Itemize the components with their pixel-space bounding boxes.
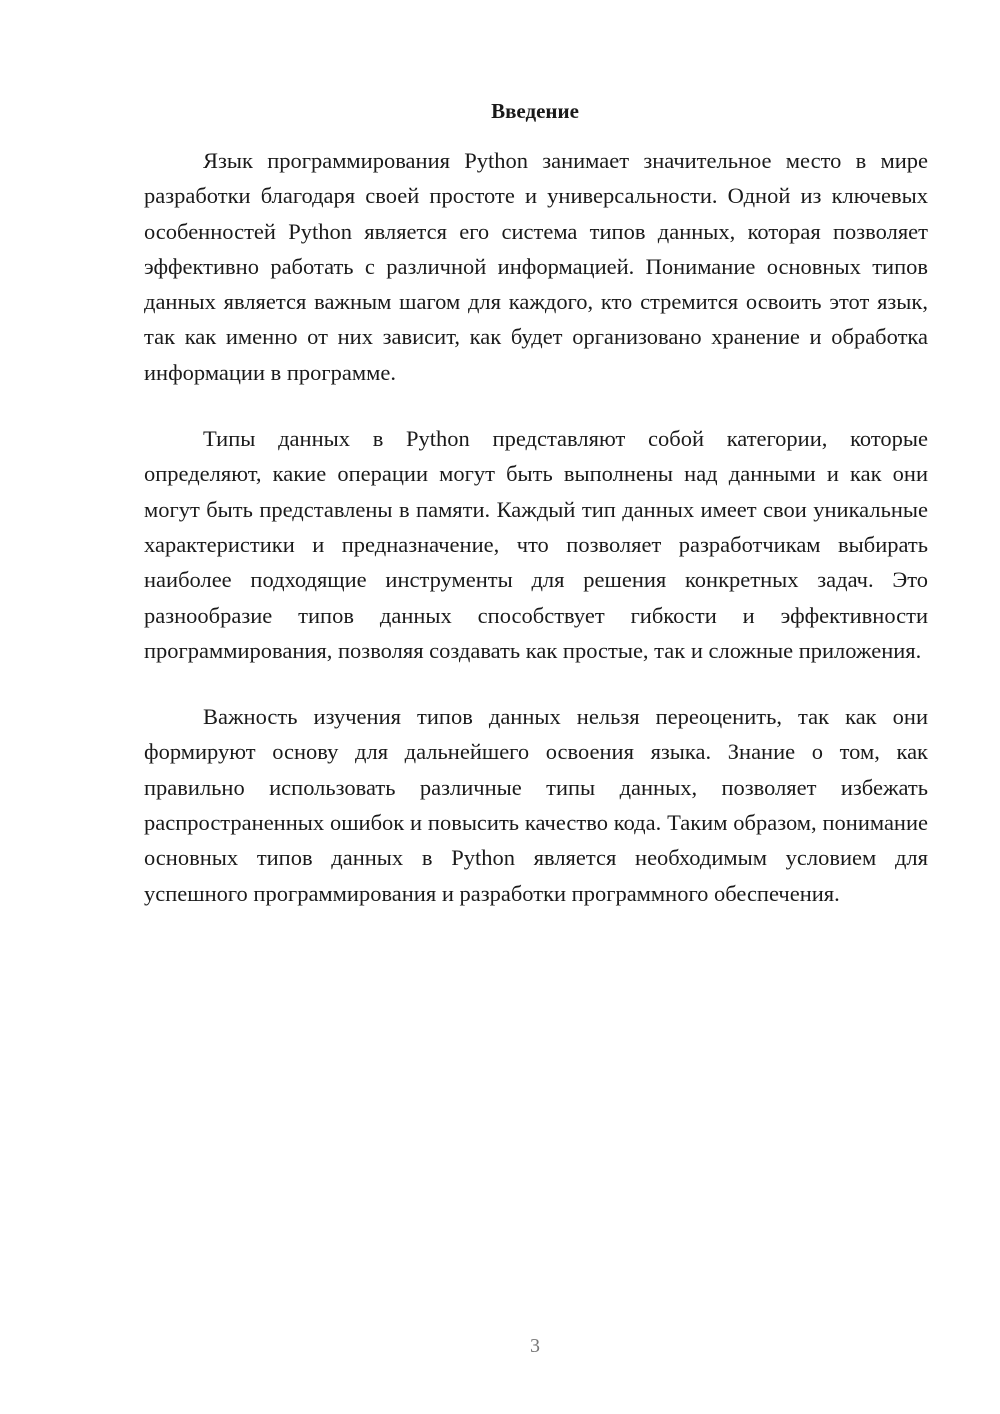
paragraph-intro: Язык программирования Python занимает значительное место в мире разработки благодаря своей простоте и универсальности. Одной из ключевых особенностей Python является его система типов данных, которая позволяет эффективно работать с различной информацией. Понимание основных типов данных является важным шагом для каждого, кто стремится освоить этот язык, так как именно от них зависит, как будет организовано хранение и обработка информации в программе.	[144, 148, 928, 385]
section-heading: Введение	[491, 99, 579, 123]
paragraph-importance: Важность изучения типов данных нельзя переоценить, так как они формируют основу для дальнейшего освоения языка. Знание о том, как правильно использовать различные типы данных, позволяет избежать распространенных ошибок и повысить качество кода. Таким образом, понимание основных типов данных в Python является необходимым условием для успешного программирования и разработки программного обеспечения.	[144, 704, 928, 906]
body-text	[144, 143, 928, 911]
paragraph-data-types: Типы данных в Python представляют собой категории, которые определяют, какие операции могут быть выполнены над данными и как они могут быть представлены в памяти. Каждый тип данных имеет свои уникальные характеристики и предназначение, что позволяет разработчикам выбирать наиболее подходящие инструменты для решения конкретных задач. Это разнообразие типов данных способствует гибкости и эффективности программирования, позволяя создавать как простые, так и сложные приложения.	[144, 426, 928, 663]
page-number: 3	[530, 1335, 540, 1357]
